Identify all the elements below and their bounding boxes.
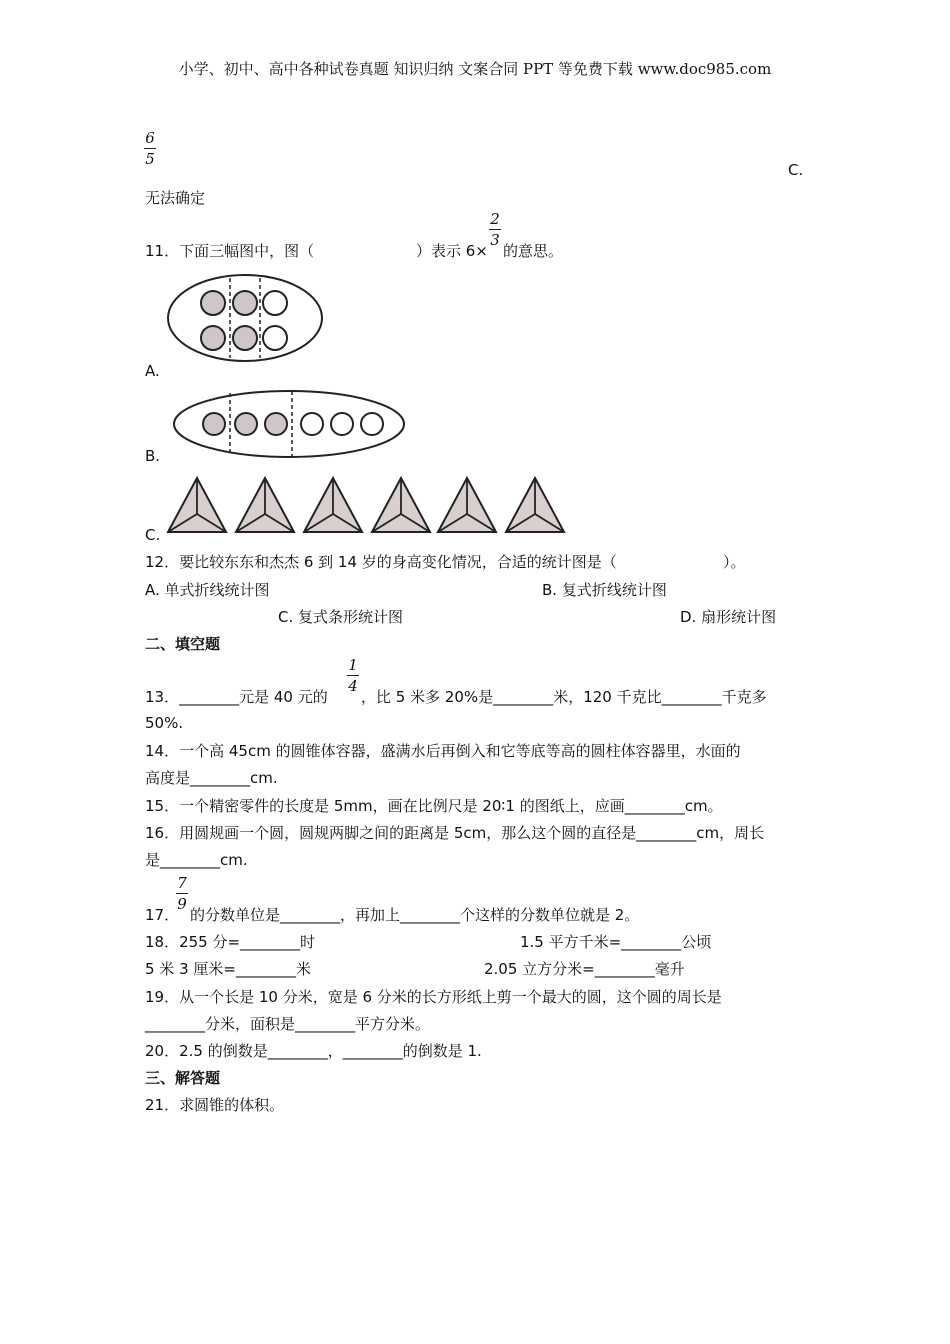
option-c-text: 无法确定 [145, 189, 206, 207]
q17-text: 的分数单位是________，再加上________个这样的分数单位就是 2。 [190, 906, 640, 924]
fraction-bar [489, 229, 501, 230]
q14-line1: 14．一个高 45cm 的圆锥体容器，盛满水后再倒入和它等底等高的圆柱体容器里，水面的 [145, 742, 741, 760]
triangle-3 [304, 478, 362, 532]
triangle-6 [506, 478, 564, 532]
fraction-7-9 [175, 875, 189, 912]
fraction-6-5 [143, 130, 157, 167]
fraction-denominator: 3 [490, 231, 500, 249]
page-header: 小学、初中、高中各种试卷真题 知识归纳 文案合同 PPT 等免费下载 www.doc985.com [178, 60, 772, 78]
q11-suffix: ）表示 6× [416, 242, 488, 260]
q18-item-2: 1.5 平方千米=________公顷 [520, 933, 712, 951]
figure-a-label: A. [145, 362, 160, 380]
option-c-label: C. [788, 161, 804, 179]
q13-part1: 13．________元是 40 元的 [145, 688, 328, 706]
q12-option-a: A. 单式折线统计图 [145, 581, 270, 599]
fraction-2-3 [488, 211, 502, 248]
triangle-4 [372, 478, 430, 532]
q17-prefix: 17． [145, 906, 180, 924]
figure-c-label: C. [145, 526, 161, 544]
fraction-denominator: 9 [177, 895, 187, 913]
q11-prefix: 11．下面三幅图中，图（ [145, 242, 315, 260]
q14-line2: 高度是________cm. [145, 769, 278, 787]
fraction-numerator: 6 [145, 129, 155, 147]
q21-text: 21．求圆锥的体积。 [145, 1096, 285, 1114]
q12-option-d: D. 扇形统计图 [680, 608, 777, 626]
triangle-2 [236, 478, 294, 532]
q12-option-c: C. 复式条形统计图 [278, 608, 404, 626]
q18-item-3: 5 米 3 厘米=________米 [145, 960, 311, 978]
section-2-title: 二、填空题 [145, 635, 221, 653]
q19-line2: ________分米，面积是________平方分米。 [145, 1015, 431, 1033]
q18-item-4: 2.05 立方分米=________毫升 [484, 960, 685, 978]
figure-b-ellipse-circles [172, 388, 406, 460]
fraction-bar [144, 148, 156, 149]
section-3-title: 三、解答题 [145, 1069, 221, 1087]
fraction-1-4 [346, 657, 360, 694]
figure-b-label: B. [145, 447, 161, 465]
q20-text: 20．2.5 的倒数是________，________的倒数是 1. [145, 1042, 482, 1060]
q13-line2: 50%. [145, 714, 184, 732]
q12-text: 12．要比较东东和杰杰 6 到 14 岁的身高变化情况，合适的统计图是（ [145, 553, 617, 571]
q16-line2: 是________cm. [145, 851, 248, 869]
triangle-1 [168, 478, 226, 532]
fraction-denominator: 5 [145, 150, 155, 168]
q19-line1: 19．从一个长是 10 分米，宽是 6 分米的长方形纸上剪一个最大的圆，这个圆的周长是 [145, 988, 722, 1006]
fraction-bar [176, 893, 188, 894]
q15-text: 15．一个精密零件的长度是 5mm，画在比例尺是 20∶1 的图纸上，应画________cm。 [145, 797, 723, 815]
fraction-bar [347, 675, 359, 676]
q11-tail: 的意思。 [503, 242, 564, 260]
fraction-numerator: 2 [490, 210, 500, 228]
figure-a-ellipse-circles [165, 272, 325, 364]
fraction-numerator: 1 [348, 656, 358, 674]
fraction-denominator: 4 [348, 677, 358, 695]
triangle-5 [438, 478, 496, 532]
fraction-numerator: 7 [177, 874, 187, 892]
q13-part2: ，比 5 米多 20%是________米，120 千克比________千克多 [361, 688, 767, 706]
q18-item-1: 18．255 分=________时 [145, 933, 316, 951]
q12-close: ）。 [723, 553, 746, 571]
figure-c-triangles [166, 474, 566, 536]
q12-option-b: B. 复式折线统计图 [542, 581, 667, 599]
q16-line1: 16．用圆规画一个圆，圆规两脚之间的距离是 5cm，那么这个圆的直径是________cm，周长 [145, 824, 765, 842]
